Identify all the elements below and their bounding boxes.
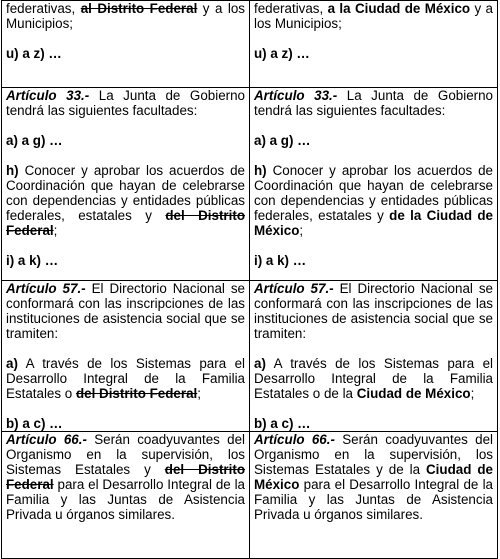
article-intro <box>6 88 245 118</box>
text: La Junta de Gobierno tendrá las siguientes facultades: <box>6 88 245 118</box>
text: Serán coadyuvantes del Organismo en la supervisión, los Sistemas Estatales y <box>6 432 245 477</box>
struck-text: al Distrito Federal <box>80 1 198 16</box>
item-range: u) a z) … <box>6 46 62 61</box>
text: federativas, <box>254 1 328 16</box>
text: A través de los Sistemas para el Desarrollo Integral de la Familia Estatales o <box>6 356 245 401</box>
paragraph <box>6 1 245 31</box>
item-range: b) a c) … <box>6 416 63 431</box>
table-row <box>2 432 498 559</box>
item-range: a) a g) … <box>254 133 311 148</box>
item-range: i) a k) … <box>6 253 59 268</box>
paragraph <box>254 356 493 401</box>
left-cell <box>2 88 250 281</box>
table-row <box>2 88 498 281</box>
item-label: a) <box>254 356 266 371</box>
article-intro <box>6 281 245 341</box>
article-number: Artículo 66.- <box>254 432 335 447</box>
text: El Directorio Nacional se conformará con las inscripciones de las instituciones de asistencia social que se tramiten: <box>254 281 493 341</box>
struck-text: del Distrito Federal <box>6 462 245 492</box>
table-row <box>2 281 498 432</box>
article-number: Artículo 33.- <box>254 88 338 103</box>
text: para el Desarrollo Integral de la Familia y las Juntas de Asistencia Privada u órganos similares. <box>254 477 493 522</box>
text: Conocer y aprobar los acuerdos de Coordinación que hayan de celebrarse con dependencias y entidades públicas federales, estatales y <box>254 163 493 223</box>
item-range: u) a z) … <box>254 46 310 61</box>
item-range: b) a c) … <box>254 416 311 431</box>
text: ; <box>197 386 201 401</box>
paragraph <box>254 1 493 31</box>
text: y a los Municipios; <box>254 1 493 31</box>
text: y a los Municipios; <box>6 1 246 31</box>
article-number: Artículo 33.- <box>6 88 90 103</box>
text: El Directorio Nacional se conformará con las inscripciones de las instituciones de asistencia social que se tramiten: <box>6 281 245 341</box>
struck-text: del Distrito Federal <box>6 208 245 238</box>
comparison-table <box>1 0 498 559</box>
text: ; <box>470 386 475 401</box>
left-cell <box>2 432 250 559</box>
item-label: a) <box>6 356 18 371</box>
text: Serán coadyuvantes del Organismo en la supervisión, los Sistemas Estatales y de la <box>254 432 493 477</box>
right-cell <box>250 281 498 432</box>
text: Conocer y aprobar los acuerdos de Coordinación que hayan de celebrarse con dependencias y entidades públicas federales, estatales y <box>6 163 245 223</box>
table-row <box>2 1 498 88</box>
paragraph <box>6 432 245 522</box>
right-cell <box>250 88 498 281</box>
bold-text: de la Ciudad de México <box>254 208 493 238</box>
paragraph <box>254 432 493 522</box>
text: ; <box>299 223 304 238</box>
text: para el Desarrollo Integral de la Familia y las Juntas de Asistencia Privada u órganos similares. <box>6 477 245 522</box>
article-number: Artículo 66.- <box>6 432 87 447</box>
text: La Junta de Gobierno tendrá las siguientes facultades: <box>254 88 493 118</box>
right-cell <box>250 432 498 559</box>
text: ; <box>53 223 58 238</box>
paragraph <box>254 163 493 238</box>
text: federativas, <box>6 1 81 16</box>
bold-text: Ciudad de México <box>254 462 493 492</box>
struck-text: del Distrito Federal <box>75 386 198 401</box>
item-label: h) <box>254 163 267 178</box>
left-cell <box>2 281 250 432</box>
text: A través de los Sistemas para el Desarrollo Integral de la Familia Estatales o de la <box>254 356 493 401</box>
article-number: Artículo 57.- <box>254 281 334 296</box>
item-range: a) a g) … <box>6 133 63 148</box>
item-range: i) a k) … <box>254 253 307 268</box>
bold-text: Ciudad de México <box>356 386 471 401</box>
article-intro <box>254 88 493 118</box>
paragraph <box>6 356 245 401</box>
article-intro <box>254 281 493 341</box>
right-cell <box>250 1 498 88</box>
article-number: Artículo 57.- <box>6 281 86 296</box>
bold-text: a la Ciudad de México <box>327 1 471 16</box>
left-cell <box>2 1 250 88</box>
item-label: h) <box>6 163 19 178</box>
paragraph <box>6 163 245 238</box>
